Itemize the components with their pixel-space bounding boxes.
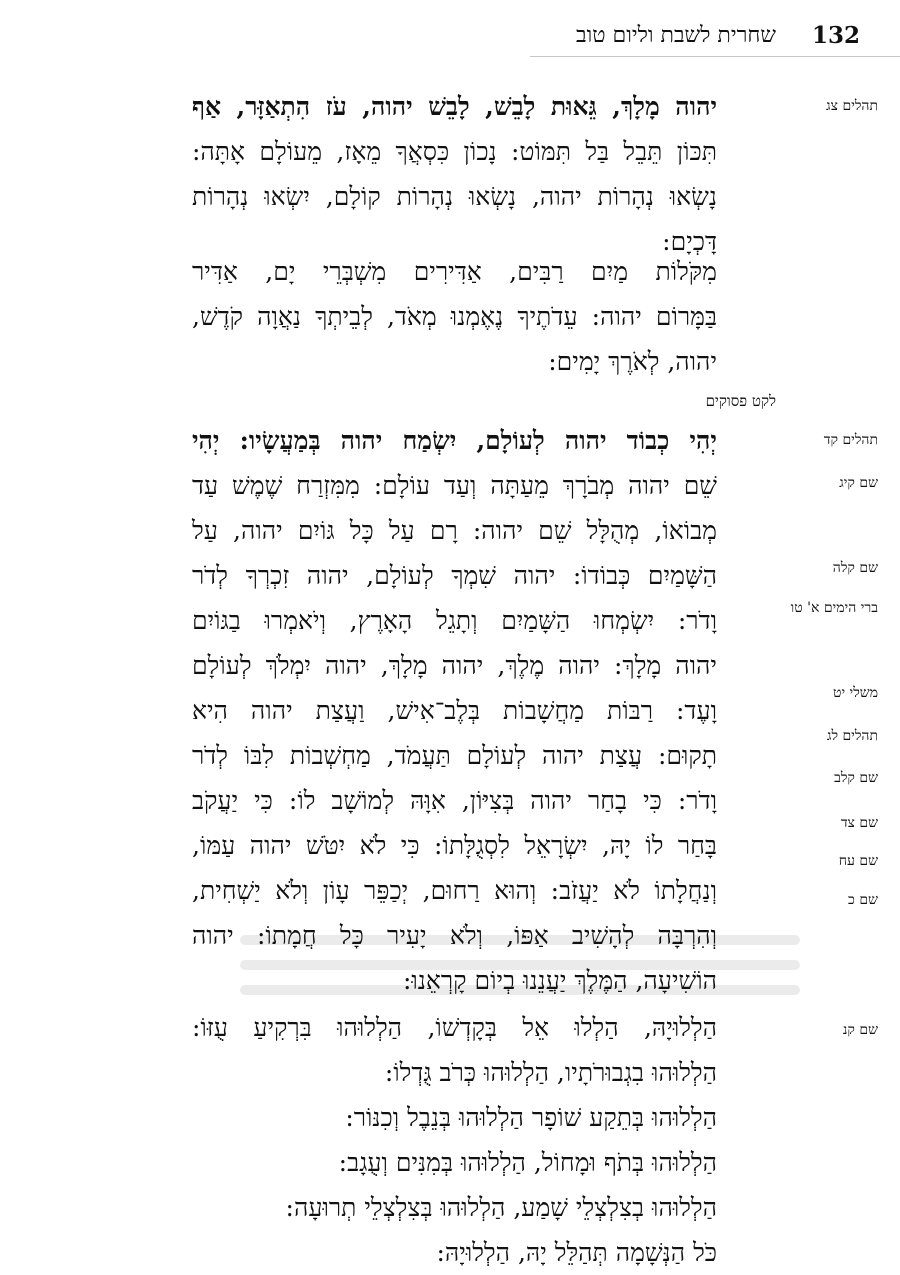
margin-reference: ברי הימים א' טו [790, 600, 878, 616]
text-line: וְהִרְבָּה לְהָשִׁיב אַפּוֹ, וְלֹא יָעִיר כָּל חֲמָתוֹ: יהוה [192, 921, 717, 950]
yehi-khevod-paragraph [192, 418, 717, 1003]
psalm-93-continuation [192, 249, 717, 384]
psalm-150-paragraph [192, 1005, 717, 1275]
text-line: בָּחַר לוֹ יָהּ, יִשְׂרָאֵל לִסְגֻלָּתוֹ: כִּי לֹא יִטֹּשׁ יהוה עַמּוֹ, [192, 831, 717, 860]
running-header: שחרית לשבת וליום טוב [575, 23, 776, 48]
text-line: וְנַחֲלָתוֹ לֹא יַעֲזֹב: וְהוּא רַחוּם, יְכַפֵּר עָוֹן וְלֹא יַשְׁחִית, [192, 876, 717, 905]
text-line: וָדֹר: יִשְׂמְחוּ הַשָּׁמַיִם וְתָגֵל הָאָרֶץ, וְיֹאמְרוּ בַגּוֹיִם [192, 606, 717, 635]
text-line: הַלְלוּהוּ בִגְבוּרֹתָיו, הַלְלוּהוּ כְּרֹב גֻּדְלוֹ: [384, 1058, 717, 1087]
text-line: יהוה, לְאֹרֶךְ יָמִים: [548, 347, 717, 376]
margin-reference: שם כ [848, 892, 878, 908]
text-line: נָשְׂאוּ נְהָרוֹת יהוה, נָשְׂאוּ נְהָרוֹת קוֹלָם, יִשְׂאוּ נְהָרוֹת [192, 182, 717, 211]
text-line: בַּמָּרוֹם יהוה: עֵדֹתֶיךָ נֶאֶמְנוּ מְאֹד, לְבֵיתְךָ נַאֲוָה קֹדֶשׁ, [192, 302, 717, 331]
margin-reference: משלי יט [832, 685, 878, 701]
margin-reference: שם צד [840, 815, 878, 831]
psalm-93-paragraph [192, 84, 717, 264]
text-line: תִּכּוֹן תֵּבֵל בַּל תִּמּוֹט: נָכוֹן כִּסְאֲךָ מֵאָז, מֵעוֹלָם אָתָּה: [192, 137, 717, 166]
margin-reference: שם קנ [842, 1022, 878, 1038]
page-number: 132 [812, 22, 861, 49]
text-line: הַלְלוּהוּ בְּתֵקַע שׁוֹפָר הַלְלוּהוּ בְּנֵבֶל וְכִנּוֹר: [345, 1103, 717, 1132]
margin-reference: תהלים צג [826, 98, 878, 114]
section-label: לקט פסוקים [705, 392, 776, 410]
margin-reference: שם קיג [839, 475, 878, 491]
text-line: הַשָּׁמַיִם כְּבוֹדוֹ: יהוה שִׁמְךָ לְעוֹלָם, יהוה זִכְרְךָ לְדֹר [192, 561, 717, 590]
text-line: יהוה מָלָךְ, גֵּאוּת לָבֵשׁ, לָבֵשׁ יהוה, עֹז הִתְאַזָּר, אַף [192, 92, 717, 121]
margin-reference: תהלים לג [826, 728, 878, 744]
text-line: הַלְלוּהוּ בְּתֹף וּמָחוֹל, הַלְלוּהוּ בְּמִנִּים וְעֻגָב: [338, 1148, 717, 1177]
text-line: שֵׁם יהוה מְבֹרָךְ מֵעַתָּה וְעַד עוֹלָם: מִמִּזְרַח שֶׁמֶשׁ עַד [192, 471, 717, 500]
margin-reference: שם קלה [832, 560, 878, 576]
text-line: הוֹשִׁיעָה, הַמֶּלֶךְ יַעֲנֵנוּ בְיוֹם קָרְאֵנוּ: [402, 966, 717, 995]
margin-reference: שם עח [838, 853, 878, 869]
text-line: הַלְלוּיָהּ, הַלְלוּ אֵל בְּקָדְשׁוֹ, הַלְלוּהוּ בִּרְקִיעַ עֻזּוֹ: [192, 1013, 717, 1042]
text-line: תָקוּם: עֲצַת יהוה לְעוֹלָם תַּעֲמֹד, מַחְשְׁבוֹת לִבּוֹ לְדֹר [192, 741, 717, 770]
text-line: מִקֹּלוֹת מַיִם רַבִּים, אַדִּירִים מִשְׁבְּרֵי יָם, אַדִּיר [192, 257, 717, 286]
text-line: יְהִי כְבוֹד יהוה לְעוֹלָם, יִשְׂמַח יהוה בְּמַעֲשָׂיו: יְהִי [192, 426, 717, 455]
text-line: יהוה מָלָךְ: יהוה מֶלֶךְ, יהוה מָלָךְ, יהוה יִמְלֹךְ לְעוֹלָם [192, 651, 717, 680]
text-line: וָדֹר: כִּי בָחַר יהוה בְּצִיּוֹן, אִוָּהּ לְמוֹשָׁב לוֹ: כִּי יַעֲקֹב [192, 786, 717, 815]
text-line: וָעֶד: רַבּוֹת מַחֲשָׁבוֹת בְּלֶב־אִישׁ, וַעֲצַת יהוה הִיא [192, 696, 717, 725]
margin-reference: שם קלב [834, 770, 878, 786]
text-line: דָּכְיָם: [662, 227, 717, 256]
text-line: כֹּל הַנְּשָׁמָה תְּהַלֵּל יָהּ, הַלְלוּיָהּ: [436, 1238, 717, 1267]
text-line: מְבוֹאוֹ, מְהֻלָּל שֵׁם יהוה: רָם עַל כָּל גּוֹיִם יהוה, עַל [192, 516, 717, 545]
margin-reference: תהלים קד [823, 432, 878, 448]
header-rule [530, 56, 900, 57]
text-line: הַלְלוּהוּ בְצִלְצְלֵי שָׁמַע, הַלְלוּהוּ בְּצִלְצְלֵי תְרוּעָה: [285, 1193, 717, 1222]
